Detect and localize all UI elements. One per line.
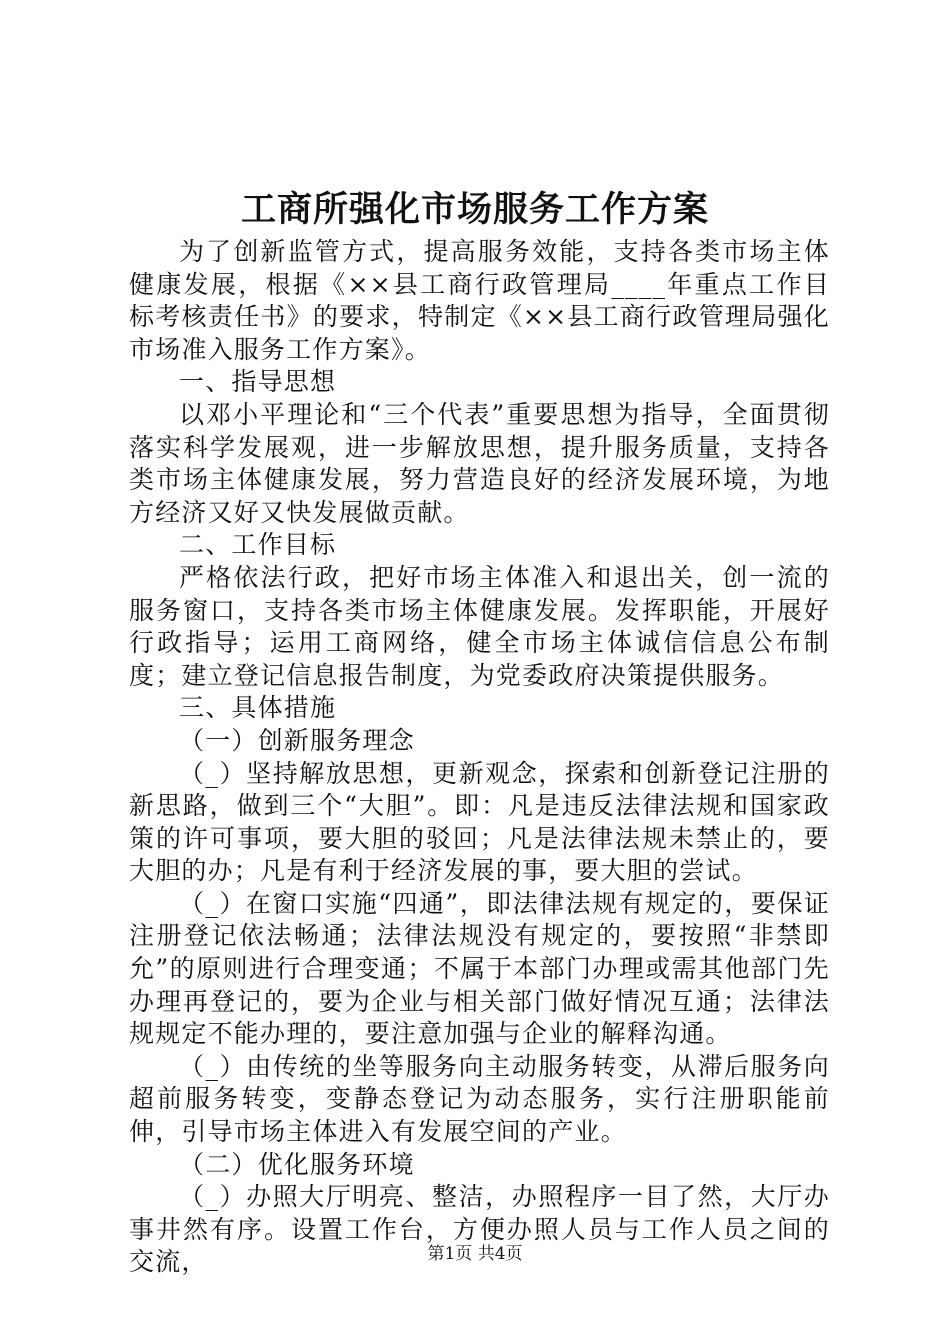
subsection-heading: （一）创新服务理念 <box>179 725 415 755</box>
section-heading: 一、指导思想 <box>179 367 337 397</box>
body-paragraph: （_）由传统的坐等服务向主动服务转变，从滞后服务向超前服务转变，变静态登记为动态服务，实行注册职能前伸，引导市场主体进入有发展空间的产业。 <box>129 1051 830 1147</box>
intro-paragraph: 为了创新监管方式，提高服务效能，支持各类市场主体健康发展，根据《××县工商行政管理局____年重点工作目标考核责任书》的要求，特制定《××县工商行政管理局强化市场准入服务工作方案》。 <box>129 237 830 364</box>
body-paragraph: （_）在窗口实施“四通”，即法律法规有规定的，要保证注册登记依法畅通；法律法规没有规定的，要按照“非禁即允”的原则进行合理变通；不属于本部门办理或需其他部门先办理再登记的，要为企业与相关部门做好情况互通；法律法规规定不能办理的，要注意加强与企业的解释沟通。 <box>129 888 830 1049</box>
document-body <box>129 236 830 1279</box>
body-paragraph: （_）办照大厅明亮、整洁，办照程序一目了然，大厅办事井然有序。设置工作台，方便办照人员与工作人员之间的交流， <box>129 1182 830 1277</box>
page-footer: 第1页 共4页 <box>427 1244 523 1264</box>
subsection-heading: （二）优化服务环境 <box>179 1149 415 1179</box>
body-paragraph: 严格依法行政，把好市场主体准入和退出关，创一流的服务窗口，支持各类市场主体健康发展。发挥职能，开展好行政指导；运用工商网络，健全市场主体诚信信息公布制度；建立登记信息报告制度，为党委政府决策提供服务。 <box>129 562 830 690</box>
section-heading: 三、具体措施 <box>179 693 337 723</box>
section-heading: 二、工作目标 <box>179 530 337 560</box>
body-paragraph: 以邓小平理论和“三个代表”重要思想为指导，全面贯彻落实科学发展观，进一步解放思想，提升服务质量，支持各类市场主体健康发展，努力营造良好的经济发展环境，为地方经济又好又快发展做贡献。 <box>129 399 830 527</box>
document-title: 工商所强化市场服务工作方案 <box>240 189 709 230</box>
body-paragraph: （_）坚持解放思想，更新观念，探索和创新登记注册的新思路，做到三个“大胆”。即：凡是违反法律法规和国家政策的许可事项，要大胆的驳回；凡是法律法规未禁止的，要大胆的办；凡是有利于经济发展的事，要大胆的尝试。 <box>129 758 830 886</box>
